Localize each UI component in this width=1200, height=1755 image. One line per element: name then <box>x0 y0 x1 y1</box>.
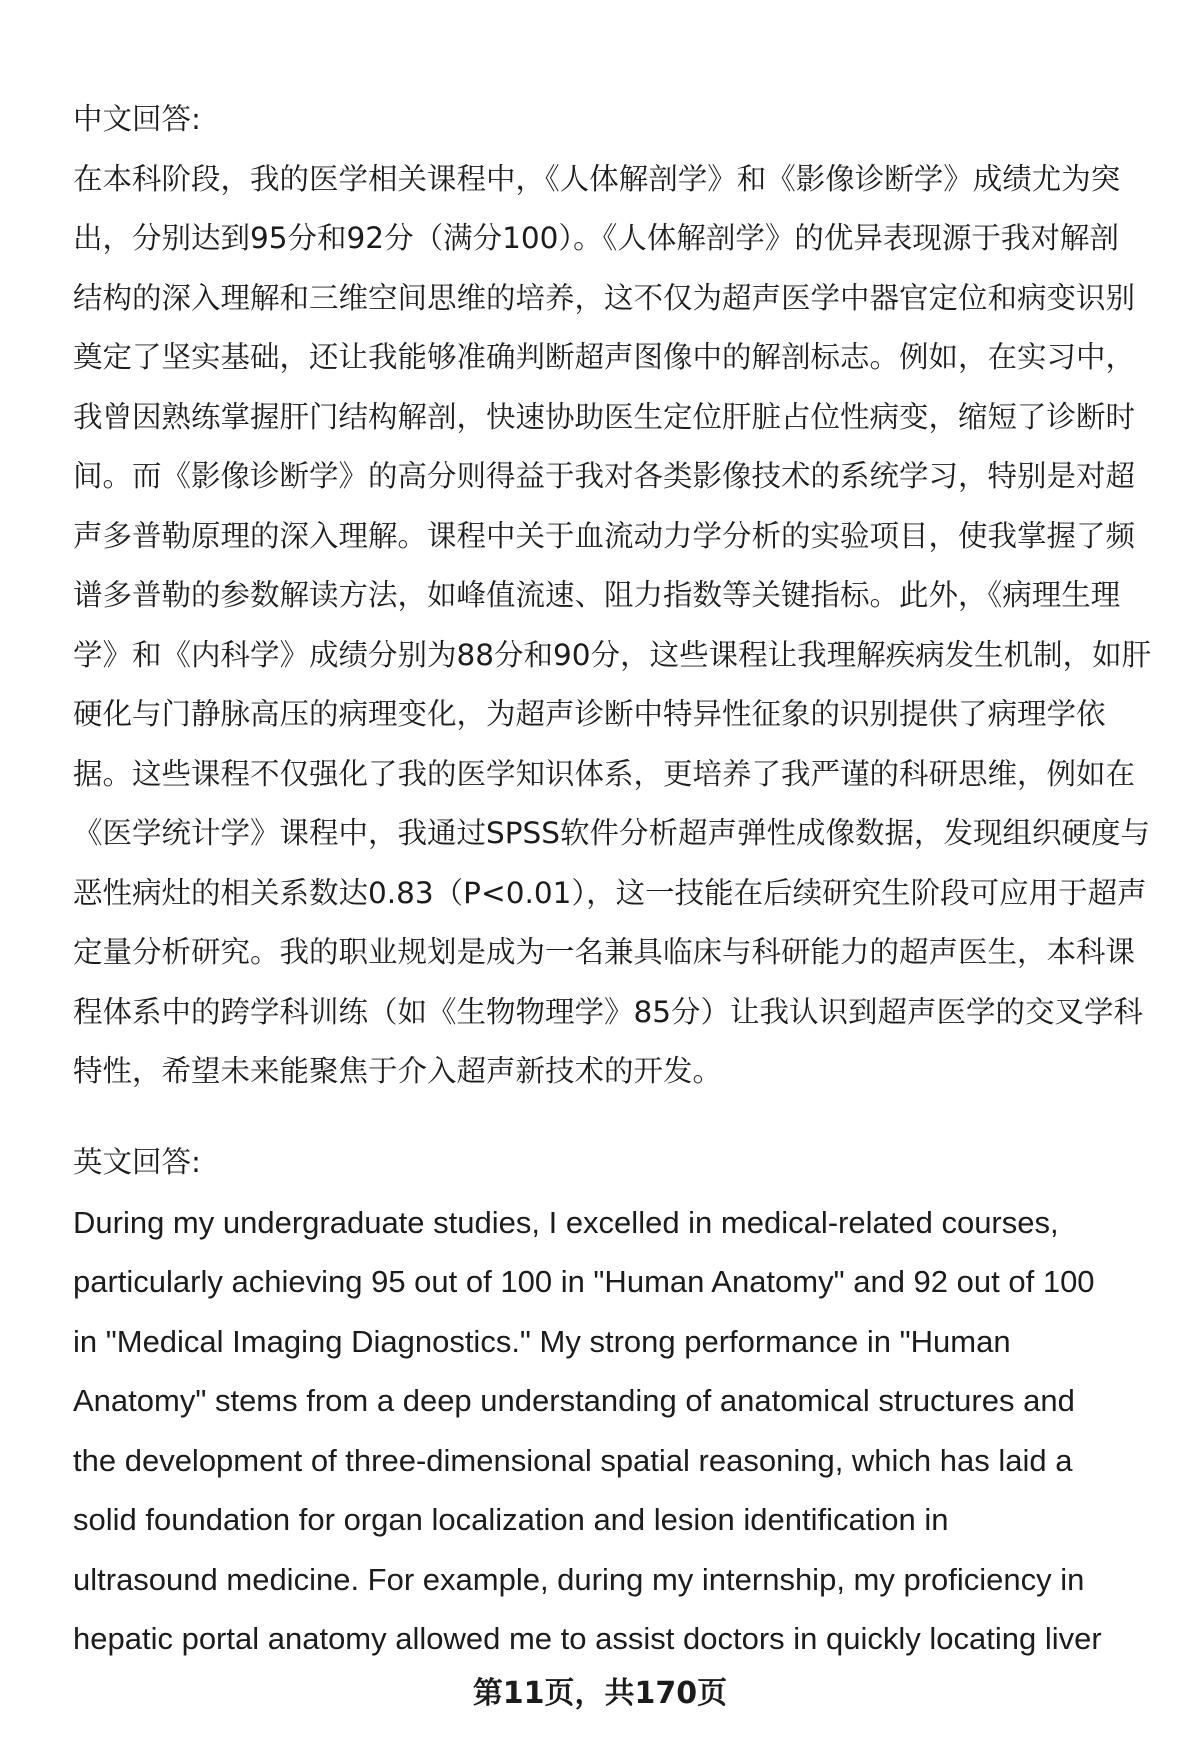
chinese-text-line: 我曾因熟练掌握肝门结构解剖，快速协助医生定位肝脏占位性病变，缩短了诊断时 <box>73 399 1136 434</box>
document-body <box>73 90 1155 1669</box>
english-text-line: in "Medical Imaging Diagnostics." My strong performance in "Human <box>73 1323 1011 1359</box>
english-text-line: ultrasound medicine. For example, during my internship, my proficiency in <box>73 1561 1085 1597</box>
english-text-line: particularly achieving 95 out of 100 in "Human Anatomy" and 92 out of 100 <box>73 1264 1095 1299</box>
chinese-text-line: 特性，希望未来能聚焦于介入超声新技术的开发。 <box>73 1054 723 1088</box>
english-text-line: the development of three-dimensional spatial reasoning, which has laid a <box>73 1442 1073 1478</box>
chinese-text-line: 硬化与门静脉高压的病理变化，为超声诊断中特异性征象的识别提供了病理学依 <box>73 697 1106 731</box>
english-text-line: hepatic portal anatomy allowed me to assist doctors in quickly locating liver <box>73 1621 1102 1656</box>
chinese-answer-paragraph <box>73 150 1155 1102</box>
chinese-text-line: 结构的深入理解和三维空间思维的培养，这不仅为超声医学中器官定位和病变识别 <box>73 280 1136 315</box>
chinese-text-line: 程体系中的跨学科训练（如《生物物理学》85分）让我认识到超声医学的交叉学科 <box>73 994 1144 1029</box>
english-text-line: Anatomy" stems from a deep understanding of anatomical structures and <box>73 1383 1075 1418</box>
chinese-text-line: 谱多普勒的参数解读方法，如峰值流速、阻力指数等关键指标。此外，《病理生理 <box>73 578 1121 612</box>
chinese-text-line: 在本科阶段，我的医学相关课程中，《人体解剖学》和《影像诊断学》成绩尤为突 <box>73 161 1121 196</box>
chinese-text-line: 恶性病灶的相关系数达0.83（P<0.01），这一技能在后续研究生阶段可应用于超声 <box>73 875 1147 910</box>
chinese-text-line: 学》和《内科学》成绩分别为88分和90分，这些课程让我理解疾病发生机制，如肝 <box>73 637 1152 672</box>
english-text-line: During my undergraduate studies, I excelled in medical-related courses, <box>73 1204 1059 1240</box>
chinese-text-line: 据。这些课程不仅强化了我的医学知识体系，更培养了我严谨的科研思维，例如在 <box>73 756 1136 791</box>
english-text-line: solid foundation for organ localization and lesion identification in <box>73 1502 949 1537</box>
chinese-answer-heading: 中文回答: <box>73 102 201 136</box>
chinese-text-line: 间。而《影像诊断学》的高分则得益于我对各类影像技术的系统学习，特别是对超 <box>73 459 1136 493</box>
chinese-text-line: 《医学统计学》课程中，我通过SPSS软件分析超声弹性成像数据，发现组织硬度与 <box>73 816 1150 850</box>
chinese-text-line: 定量分析研究。我的职业规划是成为一名兼具临床与科研能力的超声医生，本科课 <box>73 935 1136 969</box>
chinese-text-line: 声多普勒原理的深入理解。课程中关于血流动力学分析的实验项目，使我掌握了频 <box>73 518 1136 553</box>
chinese-text-line: 出，分别达到95分和92分（满分100）。《人体解剖学》的优异表现源于我对解剖 <box>73 221 1119 255</box>
page-number-footer: 第11页，共170页 <box>472 1676 728 1711</box>
chinese-text-line: 奠定了坚实基础，还让我能够准确判断超声图像中的解剖标志。例如，在实习中， <box>73 340 1136 374</box>
english-answer-heading: 英文回答: <box>73 1145 201 1179</box>
english-answer-paragraph <box>73 1193 1155 1669</box>
